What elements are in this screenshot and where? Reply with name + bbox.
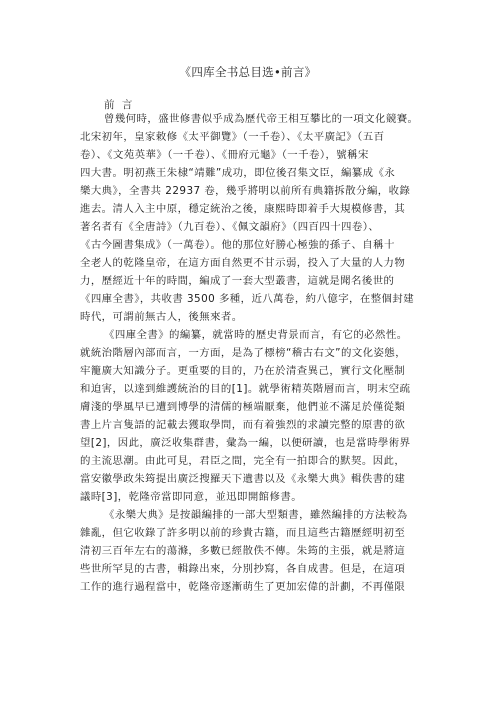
paragraph-line: 卷）、《文苑英華》（一千卷）、《冊府元龜》（一千卷），號稱宋 [80, 149, 369, 161]
paragraph-line: 曾幾何時，盛世修書似乎成為歷代帝王相互攀比的一項文化競賽。 [104, 113, 419, 125]
paragraph-line: 當安徽學政朱筠提出廣泛搜羅天下遺書以及《永樂大典》輯佚書的建 [80, 473, 406, 485]
paragraph-line: 膚淺的學風早已遭到博學的清儒的極端厭棄，他們並不滿足於僅從類 [80, 401, 406, 413]
paragraph-line: 樂大典》，全書共 22937 卷，幾乎將明以前所有典籍拆散分編，收錄 [80, 185, 411, 197]
paragraph-line: 的主流思潮。由此可見，君臣之間，完全有一拍即合的默契。因此， [80, 455, 406, 467]
paragraph-line: 望[2]，因此，廣泛收集群書，彙為一編，以便研讀，也是當時學術界 [80, 437, 411, 449]
paragraph-line: 牢籠廣大知識分子。更重要的目的，乃在於清查異己，實行文化壓制 [80, 365, 406, 377]
paragraph-line: 《永樂大典》是按韻編排的一部大型類書，雖然編排的方法較為 [104, 509, 408, 521]
paragraph-line: 就統治階層內部而言，一方面，是為了標榜“稽古右文”的文化姿態， [80, 347, 407, 359]
paragraph-line: 《四庫全書》的編纂，就當時的歷史背景而言，有它的必然性。 [104, 329, 408, 341]
paragraph-line: 和迫害，以達到維護統治的目的[1]。就學術精英階層而言，明末空疏 [80, 383, 411, 395]
paragraph-line: 些世所罕見的古書，輯錄出來，分別抄寫，各自成書。但是，在這項 [80, 563, 406, 575]
paragraph-line: 進去。清人入主中原，穩定統治之後，康熙時即着手大規模修書，其 [80, 203, 406, 215]
paragraph-line: 書上片言隻語的記載去獲取學問，而有着強烈的求讀完整的原書的欲 [80, 419, 406, 431]
paragraph-line: 《古今圖書集成》（一萬卷）。他的那位好勝心極強的孫子、自稱十 [80, 239, 395, 251]
paragraph-line: 北宋初年，皇家敕修《太平御覽》（一千卷）、《太平廣記》（五百 [80, 131, 385, 143]
paragraph-line: 力，歷經近十年的時間，編成了一套大型叢書，這就是聞名後世的 [80, 275, 395, 287]
paragraph-line: 《四庫全書》，共收書 3500 多種，近八萬卷，約八億字，在整個封建 [80, 293, 415, 305]
paragraph-line: 全老人的乾隆皇帝，在這方面自然更不甘示弱，投入了大量的人力物 [80, 257, 406, 269]
paragraph-line: 時代，可謂前無古人，後無來者。 [80, 311, 243, 323]
paragraph-line: 工作的進行過程當中，乾隆帝逐漸萌生了更加宏偉的計劃，不再僅限 [80, 581, 406, 593]
paragraph-line: 雜亂，但它收錄了許多明以前的珍貴古籍，而且這些古籍歷經明初至 [80, 527, 406, 539]
paragraph-line: 四大書。明初燕王朱棣“靖難”成功，即位後召集文臣，編纂成《永 [80, 167, 396, 179]
document-title: 《四库全书总目选•前言》 [179, 65, 317, 79]
paragraph-line: 著名者有《全唐詩》（九百卷）、《佩文韻府》（四百四十四卷）、 [80, 221, 380, 233]
paragraph-line: 清初三百年左右的蕩滌，多數已經散佚不傳。朱筠的主張，就是將這 [80, 545, 406, 557]
paragraph-line: 議時[3]，乾隆帝當即同意，並迅即開館修書。 [80, 491, 303, 503]
section-heading: 前 言 [104, 99, 135, 111]
